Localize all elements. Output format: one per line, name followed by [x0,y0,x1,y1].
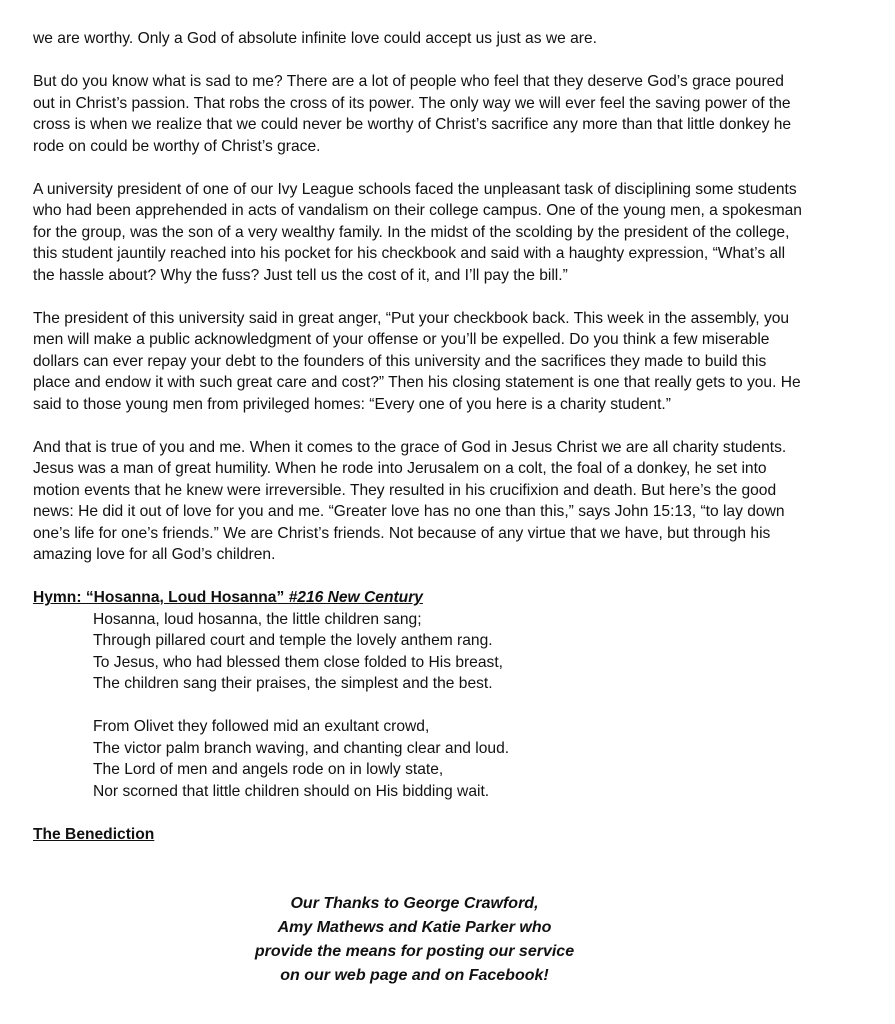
hymn-line: Hosanna, loud hosanna, the little children sang; [93,610,422,628]
hymn-line: From Olivet they followed mid an exultant crowd, [93,718,430,735]
paragraph-line: out in Christ’s passion. That robs the cross of its power. The only way we will ever feel the saving power of the [33,94,791,112]
paragraph [33,308,881,416]
paragraph-line: the hassle about? Why the fuss? Just tell us the cost of it, and I’ll pay the bill.” [33,266,568,284]
paragraph-line: And that is true of you and me. When it comes to the grace of God in Jesus Christ we are all charity students. [33,438,787,456]
hymn-line: To Jesus, who had blessed them close folded to His breast, [93,653,503,671]
paragraph-line: place and endow it with such great care and cost?” Then his closing statement is one that really gets to you. He [33,374,801,391]
paragraph-line: we are worthy. Only a God of absolute infinite love could accept us just as we are. [33,30,597,47]
hymn-line: Nor scorned that little children should on His bidding wait. [93,782,490,800]
paragraph [33,179,881,287]
paragraph-line: men will make a public acknowledgment of your offense or you’ll be expelled. Do you think a few miserable [33,331,770,348]
paragraph-line: motion events that he knew were irreversible. They resulted in his crucifixion and death. But here’s the good [33,481,777,499]
paragraph-line: news: He did it out of love for you and me. “Greater love has no one than this,” says John 15:13, “to lay down [33,503,785,520]
hymn-line: The victor palm branch waving, and chanting clear and loud. [93,739,510,757]
thanks-line: Amy Mathews and Katie Parker who [277,919,552,936]
sermon-body [33,28,881,566]
paragraph [33,28,881,50]
hymn-title: Hymn: “Hosanna, Loud Hosanna” [33,589,289,606]
hymn-number: #216 New Century [288,589,423,606]
paragraph-line: Jesus was a man of great humility. When he rode into Jerusalem on a colt, the foal of a donkey, he set into [33,460,767,477]
paragraph-line: for the group, was the son of a very wealthy family. In the midst of the scolding by the president of the college, [33,223,790,241]
hymn-verses [33,609,881,803]
paragraph-line: who had been apprehended in acts of vandalism on their college campus. One of the young men, a spokesman [33,202,802,219]
paragraph-line: said to those young men from privileged homes: “Every one of you here is a charity student.” [33,395,671,413]
paragraph-line: dollars can ever repay your debt to the founders of this university and the sacrifices they made to build this [33,352,767,370]
paragraph-line: cross is when we realize that we could never be worthy of Christ’s sacrifice any more than that little donkey he [33,116,792,133]
document-page [33,28,881,867]
paragraph-line: amazing love for all God’s children. [33,546,276,563]
paragraph-line: The president of this university said in great anger, “Put your checkbook back. This week in the assembly, you [33,309,790,327]
hymn-verse [93,716,881,802]
paragraph-line: A university president of one of our Ivy League schools faced the unpleasant task of disciplining some students [33,180,797,198]
thanks-line: provide the means for posting our service [254,943,575,960]
thanks-line: Our Thanks to George Crawford, [290,895,539,912]
hymn-line: The Lord of men and angels rode on in lowly state, [93,761,444,778]
paragraph-line: rode on could be worthy of Christ’s grace. [33,137,321,155]
paragraph [33,71,881,157]
paragraph-line: this student jauntily reached into his pocket for his checkbook and said with a haughty expression, “What’s all [33,245,786,262]
paragraph-line: one’s life for one’s friends.” We are Christ’s friends. Not because of any virtue that we have, but through his [33,524,771,542]
paragraph [33,437,881,566]
thanks-line: on our web page and on Facebook! [280,967,549,984]
thanks-note [0,892,862,988]
hymn-heading [33,587,881,609]
benediction-heading: The Benediction [33,825,155,843]
hymn-line: Through pillared court and temple the lovely anthem rang. [93,632,493,649]
hymn-verse [93,609,881,695]
paragraph-line: But do you know what is sad to me? There are a lot of people who feel that they deserve God’s grace poured [33,73,784,90]
hymn-line: The children sang their praises, the simplest and the best. [93,675,493,692]
